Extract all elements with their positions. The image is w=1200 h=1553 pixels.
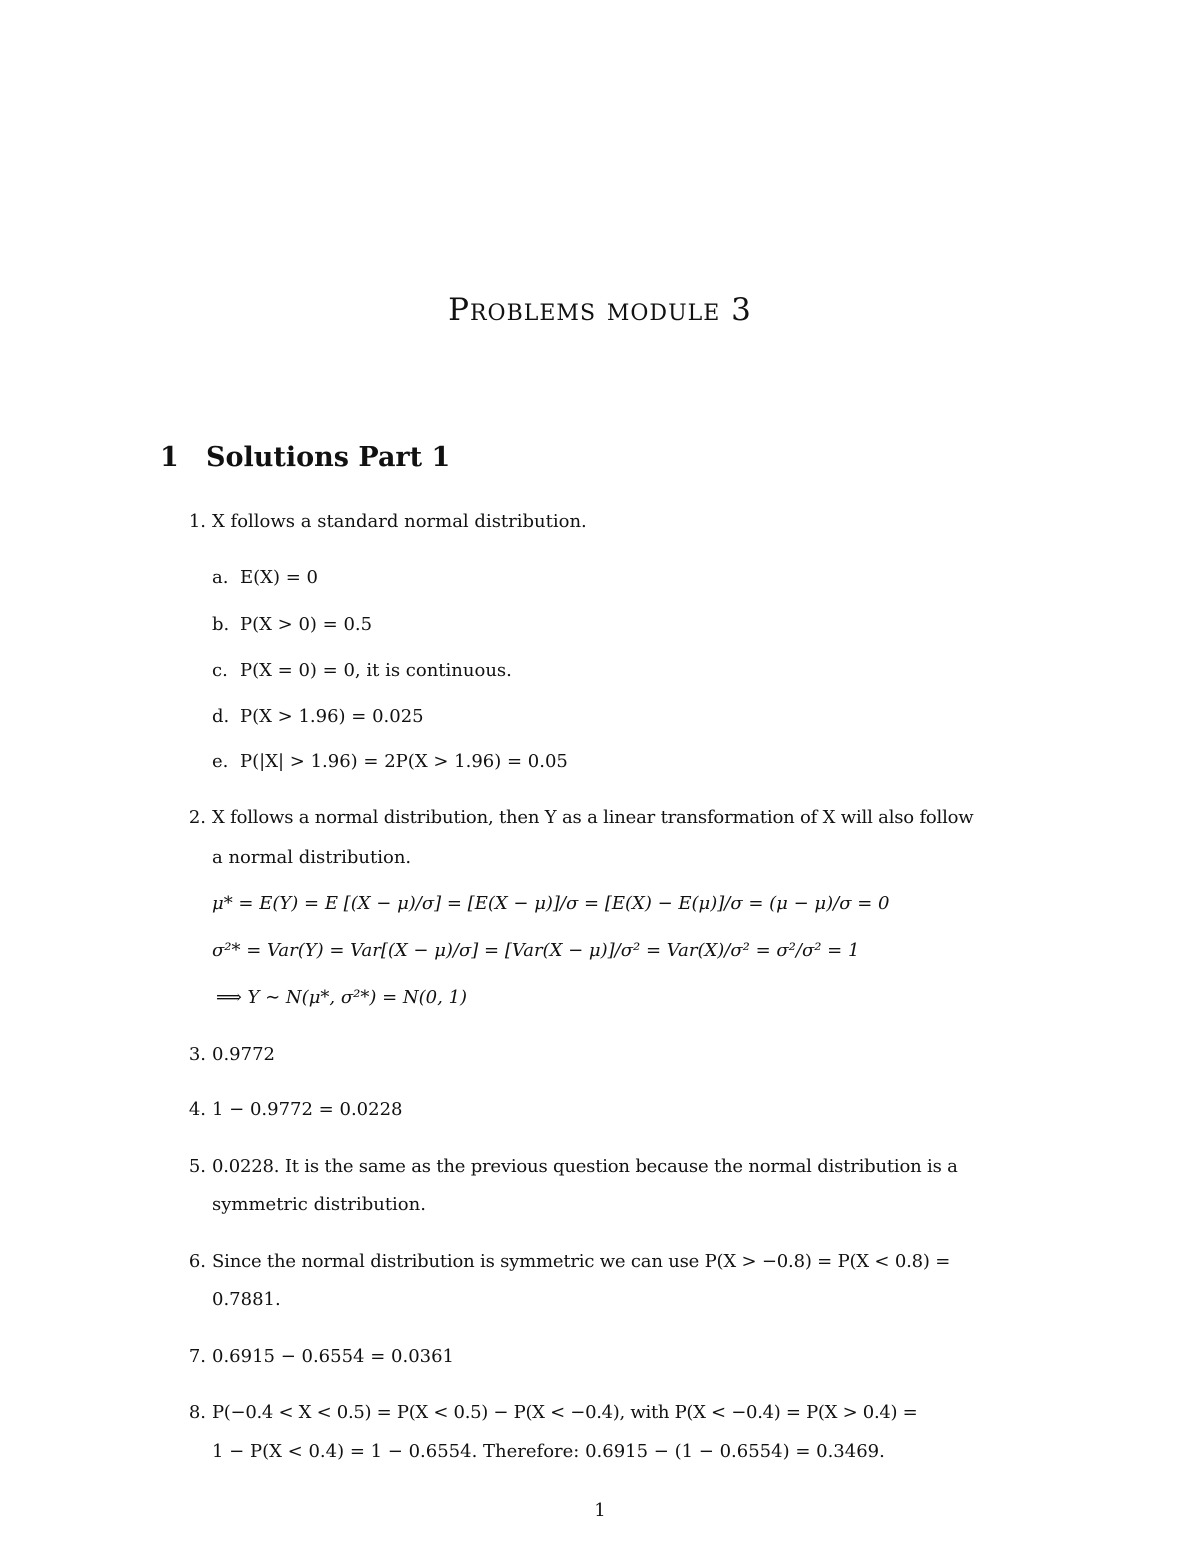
subitem-label: c. xyxy=(212,660,228,681)
item-number: 3. xyxy=(188,1044,206,1065)
section-number: 1 xyxy=(160,442,179,473)
item-text: Since the normal distribution is symmetric we can use P(X > −0.8) = P(X < 0.8) = xyxy=(212,1251,951,1272)
item-number: 7. xyxy=(188,1346,206,1367)
item-text: 0.6915 − 0.6554 = 0.0361 xyxy=(212,1346,454,1367)
subitem-label: b. xyxy=(212,614,230,635)
item-text: X follows a standard normal distribution. xyxy=(212,511,587,532)
item-number: 2. xyxy=(188,807,206,828)
item-number: 5. xyxy=(188,1156,206,1177)
item-number: 4. xyxy=(188,1099,206,1120)
item-number: 8. xyxy=(188,1402,206,1423)
item-text: a normal distribution. xyxy=(212,847,412,868)
item-text: P(−0.4 < X < 0.5) = P(X < 0.5) − P(X < −0.4), with P(X < −0.4) = P(X > 0.4) = xyxy=(212,1402,918,1423)
item-text: 1 − 0.9772 = 0.0228 xyxy=(212,1099,403,1120)
equation: μ* = E(Y) = E [(X − μ)/σ] = [E(X − μ)]/σ = [E(X) − E(μ)]/σ = (μ − μ)/σ = 0 xyxy=(212,893,890,914)
item-text: X follows a normal distribution, then Y as a linear transformation of X will also follow xyxy=(212,807,974,828)
page-number: 1 xyxy=(594,1500,606,1521)
equation: σ²* = Var(Y) = Var[(X − μ)/σ] = [Var(X − μ)]/σ² = Var(X)/σ² = σ²/σ² = 1 xyxy=(212,940,860,961)
subitem-text: P(X > 1.96) = 0.025 xyxy=(240,706,424,727)
equation: ⟹ Y ∼ N(μ*, σ²*) = N(0, 1) xyxy=(216,987,468,1008)
subitem-text: P(|X| > 1.96) = 2P(X > 1.96) = 0.05 xyxy=(240,751,568,772)
item-text: 0.0228. It is the same as the previous question because the normal distribution is a xyxy=(212,1156,958,1177)
section-title: Solutions Part 1 xyxy=(206,442,451,473)
subitem-text: P(X > 0) = 0.5 xyxy=(240,614,373,635)
page-title: Problems module 3 xyxy=(448,292,752,328)
item-text: symmetric distribution. xyxy=(212,1194,426,1215)
subitem-label: d. xyxy=(212,706,230,727)
subitem-label: e. xyxy=(212,751,229,772)
subitem-text: E(X) = 0 xyxy=(240,567,318,588)
item-text: 1 − P(X < 0.4) = 1 − 0.6554. Therefore: 0.6915 − (1 − 0.6554) = 0.3469. xyxy=(212,1441,885,1462)
item-text: 0.9772 xyxy=(212,1044,275,1065)
item-text: 0.7881. xyxy=(212,1289,281,1310)
item-number: 1. xyxy=(188,511,206,532)
item-number: 6. xyxy=(188,1251,206,1272)
subitem-text: P(X = 0) = 0, it is continuous. xyxy=(240,660,512,681)
subitem-label: a. xyxy=(212,567,229,588)
